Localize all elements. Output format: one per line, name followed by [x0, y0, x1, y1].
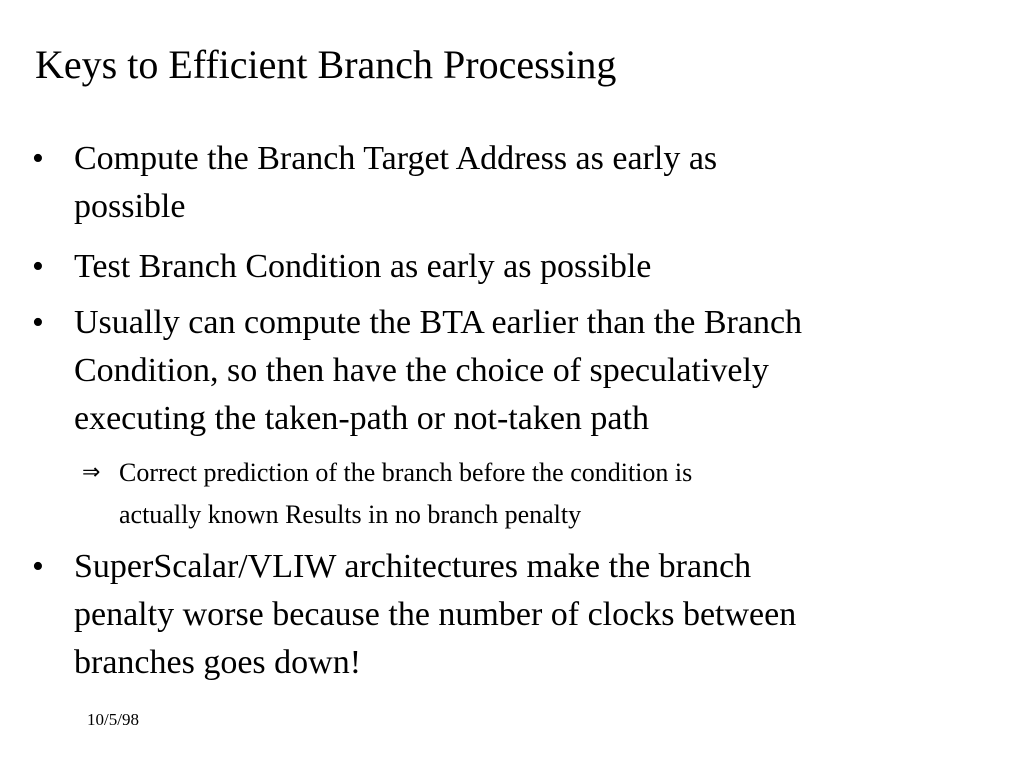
bullet-marker: •: [32, 304, 44, 341]
bullet-marker: •: [32, 548, 44, 585]
bullet-marker: •: [32, 140, 44, 177]
implies-arrow-icon: ⇒: [82, 460, 101, 485]
bullet-text: Test Branch Condition as early as possible: [74, 248, 652, 285]
bullet-marker: •: [32, 248, 44, 285]
slide-title: Keys to Efficient Branch Processing: [35, 42, 617, 87]
footer-date: 10/5/98: [87, 710, 139, 729]
sub-bullet-text: Correct prediction of the branch before the condition is actually known Results in no branch penalty: [119, 458, 693, 529]
bullet-text: Compute the Branch Target Address as early as possible: [74, 140, 718, 225]
bullet-text: Usually can compute the BTA earlier than the Branch Condition, so then have the choice of speculatively executing the taken-path or not-taken path: [74, 304, 803, 437]
bullet-text: SuperScalar/VLIW architectures make the branch penalty worse because the number of clocks between branches goes down!: [74, 548, 797, 681]
